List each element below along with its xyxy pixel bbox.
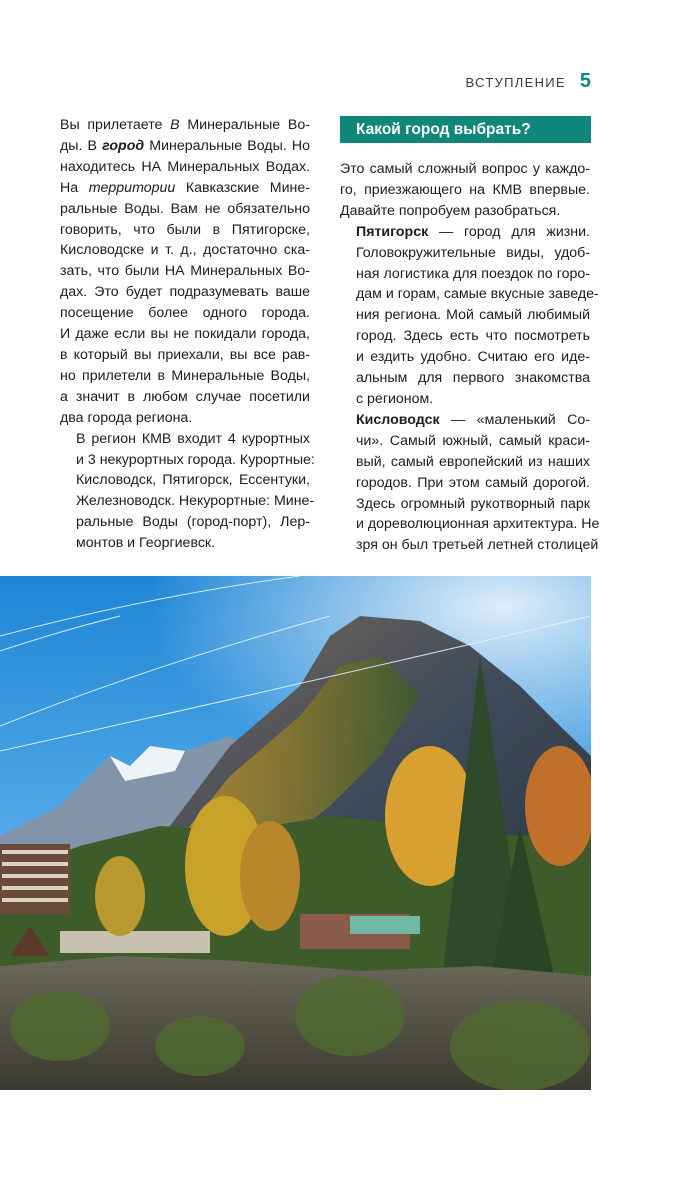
text-line: но прилетели в Минеральные Воды, (60, 367, 310, 384)
text-line: На территории Кавказские Мине- (60, 179, 310, 196)
text-line: город. Здесь есть что посмотреть (356, 328, 590, 345)
section-name: ВСТУПЛЕНИЕ (465, 75, 566, 90)
paragraph-intro (340, 159, 590, 222)
text-line: Давайте попробуем разобраться. (340, 202, 561, 219)
text-line: зря он был третьей летней столицей (356, 537, 599, 554)
text-line: Железноводск. Некурортные: Мине- (76, 493, 315, 510)
text-line: В регион КМВ входит 4 курортных (76, 430, 310, 447)
emphasis: В (170, 117, 180, 133)
text-line: Кисловодск, Пятигорск, Ессентуки, (76, 472, 310, 489)
text-line: чи». Самый южный, самый краси- (356, 432, 590, 449)
left-column (60, 115, 315, 554)
text-line: и дореволюционная архитектура. Не (356, 516, 600, 533)
text-line: городов. При этом самый дорогой. (356, 474, 590, 491)
text-line: с регионом. (356, 390, 434, 407)
bold-term: Кисловодск (356, 411, 440, 428)
text-line: И даже если вы не покидали города, (60, 326, 310, 343)
text-line: и 3 некурортных города. Курортные: (76, 451, 315, 468)
text-line: Вы прилетаете В Минеральные Во- (60, 117, 310, 133)
text-line: Кисловодск — «маленький Со- (356, 411, 590, 428)
paragraph-pyatigorsk (340, 222, 599, 410)
page-number: 5 (579, 70, 591, 92)
text-line: зать, что были НА Минеральных Во- (60, 263, 310, 280)
text-line: а значит в любом случае посетили (60, 388, 310, 405)
paragraph-kislovodsk (340, 410, 600, 556)
text-line: Это самый сложный вопрос у каждо- (340, 161, 590, 177)
text-line: дах. Это будет подразумевать ваше (60, 284, 310, 301)
text-line: ния региона. Мой самый любимый (356, 307, 590, 324)
emphasis: территории (88, 179, 176, 196)
emphasis: город (102, 137, 145, 154)
text-line: ральные Воды. Вам не обязательно (60, 200, 310, 217)
text-line: вый, самый европейский из наших (356, 453, 590, 470)
paragraph-airport (60, 115, 310, 429)
text-line: в который вы приехали, вы все рав- (60, 346, 310, 363)
text-line: два города региона. (60, 409, 193, 426)
right-column (340, 159, 600, 556)
text-line: Пятигорск — город для жизни. (356, 223, 590, 240)
text-line: ды. В город Минеральные Воды. Но (60, 137, 310, 154)
text-line: и ездить удобно. Считаю его иде- (356, 349, 590, 366)
text-line: Головокружительные виды, удоб- (356, 244, 590, 261)
text-line: Здесь огромный рукотворный парк (356, 495, 590, 512)
mountain-landscape-photo (0, 576, 591, 1090)
text-line: посещение более одного города. (60, 305, 310, 322)
text-line: альным для первого знакомства (356, 370, 590, 387)
text-line: находитесь НА Минеральных Водах. (60, 158, 310, 175)
text-line: дам и горам, самые вкусные заведе- (356, 286, 599, 303)
bold-term: Пятигорск (356, 223, 429, 240)
text-line: Кисловодске и т. д., достаточно ска- (60, 242, 310, 259)
text-line: го, приезжающего на КМВ впервые. (340, 181, 590, 198)
paragraph-kmv-cities (60, 429, 315, 554)
running-head (466, 70, 591, 93)
text-line: ральные Воды (город-порт), Лер- (76, 514, 310, 531)
text-line: монтов и Георгиевск. (76, 535, 216, 552)
text-line: ная логистика для поездок по горо- (356, 265, 590, 282)
section-heading: Какой город выбрать? (340, 116, 591, 143)
text-line: говорить, что были в Пятигорске, (60, 221, 310, 238)
